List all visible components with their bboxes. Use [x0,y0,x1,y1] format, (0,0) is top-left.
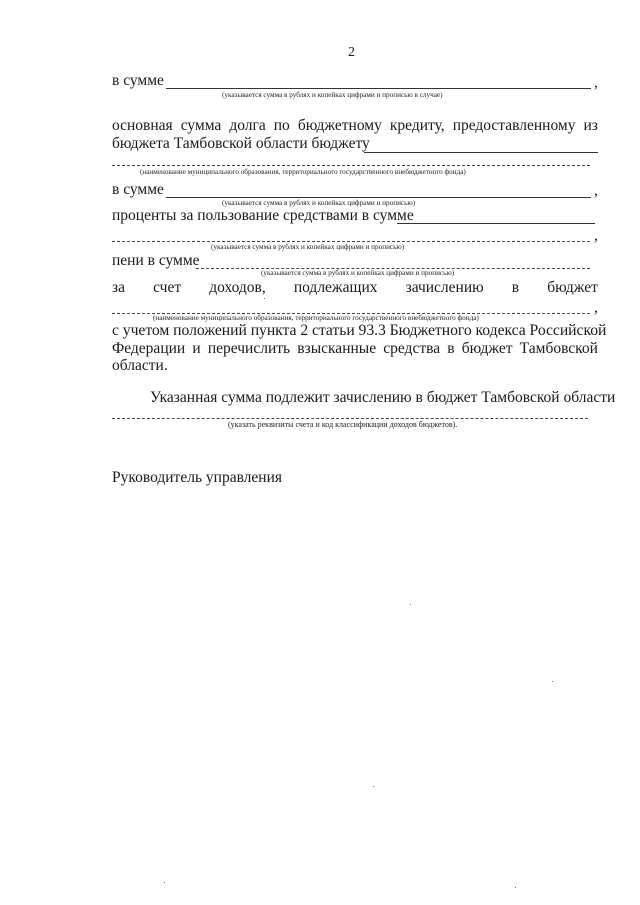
word: Федерации [112,340,186,357]
municipality-comma: , [594,299,598,316]
word: долга [229,117,266,134]
word: кредиту, [389,117,445,134]
municipality-field-1[interactable] [112,165,590,166]
word: бюджет [547,279,598,296]
scan-speck [373,786,374,787]
signature-title: Руководитель управления [112,469,283,486]
debt-paragraph-line1 [112,117,598,135]
sum-field-1[interactable] [166,88,591,89]
account-details-field[interactable] [112,418,588,419]
scan-speck [552,681,553,682]
word: доходов, [209,279,266,296]
word: взысканные [297,340,377,357]
scan-speck [410,604,411,605]
interest-field-cont[interactable] [112,241,590,242]
scan-speck [264,298,265,299]
sum-label-2: в сумме [112,181,164,198]
municipality-caption-2: (наименование муниципального образования, территориального государственного внебюджетного фонда) [153,314,479,322]
sum-comma-1: , [594,74,598,91]
word: основная [112,117,173,134]
law-paragraph-line1: с учетом положений пункта 2 статьи 93.3 Бюджетного кодекса Российской [112,322,607,339]
word: бюджетному [297,117,382,134]
interest-comma: , [594,227,598,244]
sum-caption-1: (указывается сумма в рублях и копейках цифрами и прописью в случае) [222,91,443,99]
sum-field-2[interactable] [166,197,591,198]
word: и [192,340,201,357]
word: за [112,279,126,296]
word: в [511,279,520,296]
sum-comma-2: , [594,182,598,199]
word: по [273,117,290,134]
scan-speck [515,887,516,888]
word: в [447,340,455,357]
penalty-label: пени в сумме [112,252,200,269]
word: счет [153,279,182,296]
word: зачислению [405,279,484,296]
account-details-caption: (указать реквизиты счета и код классификации доходов бюджетов). [228,420,458,429]
interest-caption: (указывается сумма в рублях и копейках цифрами и прописью) [211,243,405,251]
transfer-paragraph-line1: Указанная сумма подлежит зачислению в бюджет Тамбовской области [150,389,616,406]
word: Тамбовской [519,340,598,357]
word: средства [383,340,441,357]
word: сумма [180,117,222,134]
law-paragraph-line3: области. [112,357,168,374]
interest-label: проценты за пользование средствами в сумме [112,207,414,224]
word: предоставленному [452,117,576,134]
scan-speck [164,882,165,883]
law-paragraph-line2 [112,340,598,358]
page-number: 2 [348,45,355,60]
municipality-caption-1: (наименование муниципального образования, территориального государственного внебюджетного фонда) [140,168,466,176]
sum-caption-2: (указывается сумма в рублях и копейках цифрами и прописью) [222,199,416,207]
penalty-caption: (указывается сумма в рублях и копейках цифрами и прописью) [261,269,455,277]
debt-paragraph-line2: бюджета Тамбовской области бюджету [112,135,370,152]
word: подлежащих [293,279,378,296]
word: из [583,117,598,134]
sum-label-1: в сумме [112,72,164,89]
income-line [112,279,598,297]
word: бюджет [461,340,513,357]
interest-field[interactable] [397,223,595,224]
word: перечислить [207,340,291,357]
budget-recipient-field[interactable] [364,152,598,153]
